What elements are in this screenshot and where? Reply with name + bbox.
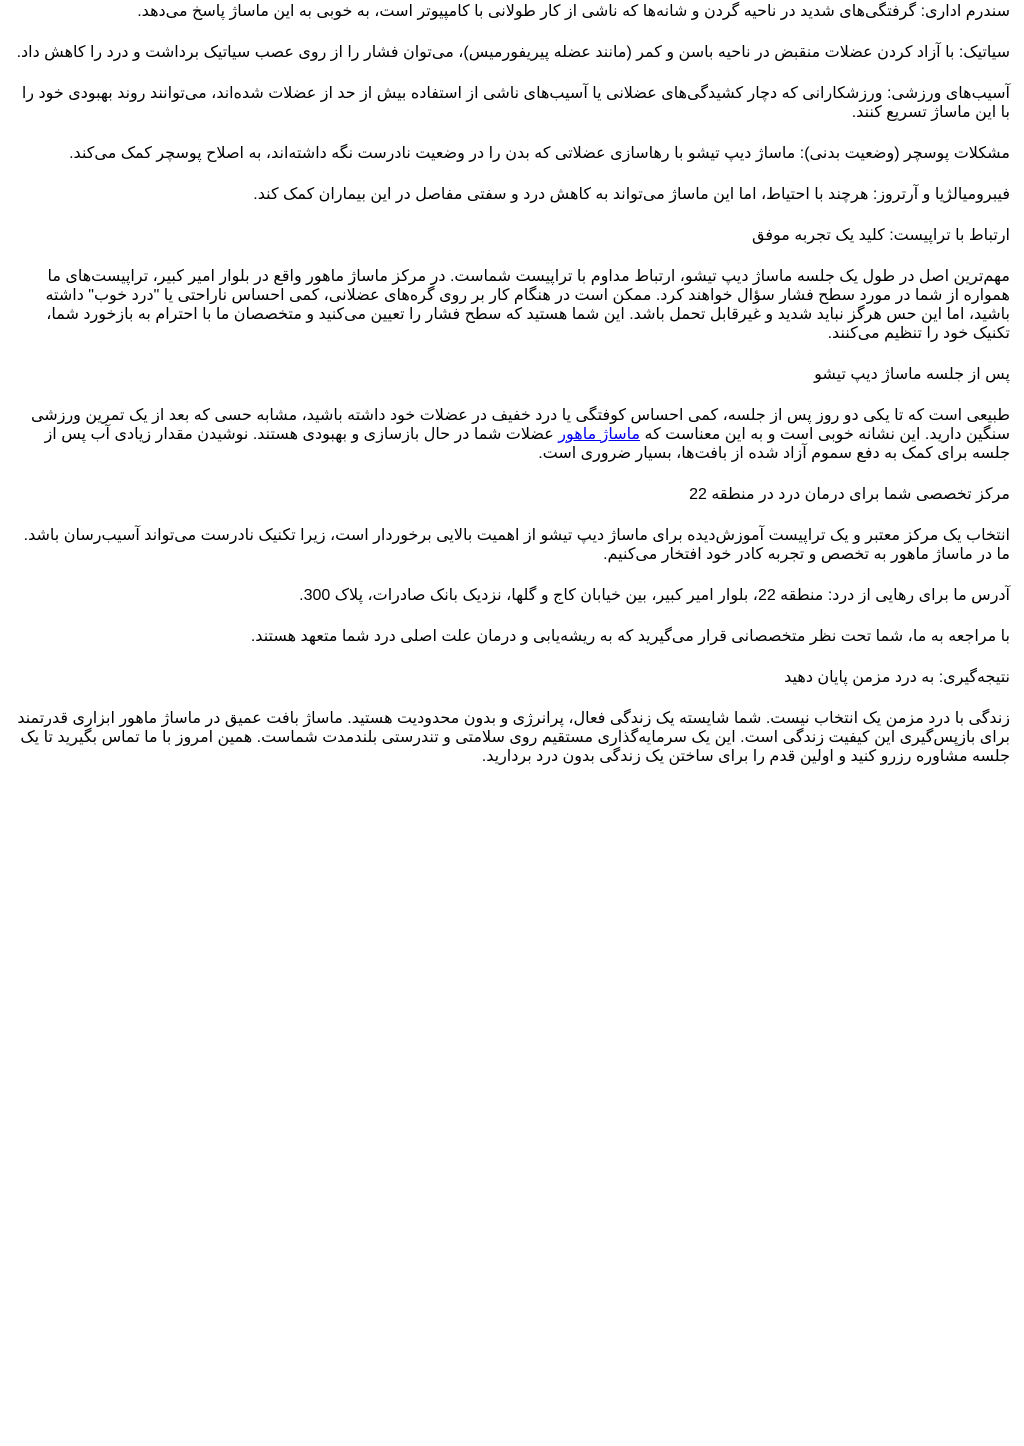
article-body <box>10 0 1010 788</box>
heading-conclusion: نتیجه‌گیری: به درد مزمن پایان دهید <box>784 669 1010 686</box>
paragraph-address: آدرس ما برای رهایی از درد: منطقه 22، بلوار امیر کبیر، بین خیابان کاج و گلها، نزدیک بانک صادرات، پلاک 300. <box>299 587 1010 604</box>
paragraph-specialists: با مراجعه به ما، شما تحت نظر متخصصانی قرار می‌گیرید که به ریشه‌یابی و درمان علت اصلی درد شما متعهد هستند. <box>250 628 1010 645</box>
heading-pain-center: مرکز تخصصی شما برای درمان درد در منطقه 22 <box>689 486 1010 503</box>
paragraph-conclusion: زندگی با درد مزمن یک انتخاب نیست. شما شایسته یک زندگی فعال، پرانرژی و بدون محدودیت هستید. ماساژ بافت عمیق در ماساژ ماهور ابزاری قدرتمند برای بازپس‌گیری این کیفیت زندگی است. این یک سرمایه‌گذاری مستقیم روی سلامتی و تندرستی بلندمدت شماست. همین امروز با ما تماس بگیرید تا یک جلسه مشاوره رزرو کنید و اولین قدم را برای ساختن یک زندگی بدون درد بردارید. <box>17 710 1010 765</box>
heading-therapist-communication: ارتباط با تراپیست: کلید یک تجربه موفق <box>752 227 1010 244</box>
paragraph-after-session <box>10 406 1010 463</box>
paragraph-therapist-communication: مهم‌ترین اصل در طول یک جلسه ماساژ دیپ تیشو، ارتباط مداوم با تراپیست شماست. در مرکز ماساژ ماهور واقع در بلوار امیر کبیر، تراپیست‌های ما همواره از شما در مورد سطح فشار سؤال خواهند کرد. ممکن است در هنگام کار بر روی گره‌های عضلانی، کمی احساس ناراحتی یا "درد خوب" داشته باشید، اما این حس هرگز نباید شدید و غیرقابل تحمل باشد. این شما هستید که سطح فشار را تعیین می‌کنید و متخصصان ما با احترام به بازخورد شما، تکنیک خود را تنظیم می‌کنند. <box>45 268 1010 342</box>
after-session-text-end: عضلات شما در حال بازسازی و بهبودی هستند. نوشیدن مقدار زیادی آب پس از جلسه برای کمک به دفع سموم آزاد شده از بافت‌ها، بسیار ضروری است. <box>44 426 1010 462</box>
heading-after-session: پس از جلسه ماساژ دیپ تیشو <box>814 366 1010 383</box>
paragraph-sciatica: سیاتیک: با آزاد کردن عضلات منقبض در ناحیه باسن و کمر (مانند عضله پیریفورمیس)، می‌توان فشار را از روی عصب سیاتیک برداشت و درد را کاهش داد. <box>16 44 1010 61</box>
mahoor-massage-link[interactable]: ماساژ ماهور <box>558 426 641 443</box>
paragraph-fibromyalgia: فیبرومیالژیا و آرتروز: هرچند با احتیاط، اما این ماساژ می‌تواند به کاهش درد و سفتی مفاصل در این بیماران کمک کند. <box>253 186 1010 203</box>
paragraph-posture: مشکلات پوسچر (وضعیت بدنی): ماساژ دیپ تیشو با رهاسازی عضلاتی که بدن را در وضعیت نادرست نگه داشته‌اند، به اصلاح پوسچر کمک می‌کند. <box>69 145 1010 162</box>
paragraph-office-syndrome: سندرم اداری: گرفتگی‌های شدید در ناحیه گردن و شانه‌ها که ناشی از کار طولانی با کامپیوتر است، به خوبی به این ماساژ پاسخ می‌دهد. <box>137 3 1010 20</box>
after-session-text-start: طبیعی است که تا یکی دو روز پس از جلسه، کمی احساس کوفتگی یا درد خفیف در عضلات خود داشته باشید، مشابه حسی که بعد از یک تمرین ورزشی سنگین دارید. این نشانه خوبی است و به این معناست که <box>30 407 1010 443</box>
paragraph-sports-injuries: آسیب‌های ورزشی: ورزشکارانی که دچار کشیدگی‌های عضلانی یا آسیب‌های ناشی از استفاده بیش از حد از عضلات شده‌اند، می‌توانند روند بهبودی خود را با این ماساژ تسریع کنند. <box>21 85 1010 121</box>
paragraph-choose-center: انتخاب یک مرکز معتبر و یک تراپیست آموزش‌دیده برای ماساژ دیپ تیشو از اهمیت بالایی برخوردار است، زیرا تکنیک نادرست می‌تواند آسیب‌رسان باشد. ما در ماساژ ماهور به تخصص و تجربه کادر خود افتخار می‌کنیم. <box>23 527 1010 563</box>
